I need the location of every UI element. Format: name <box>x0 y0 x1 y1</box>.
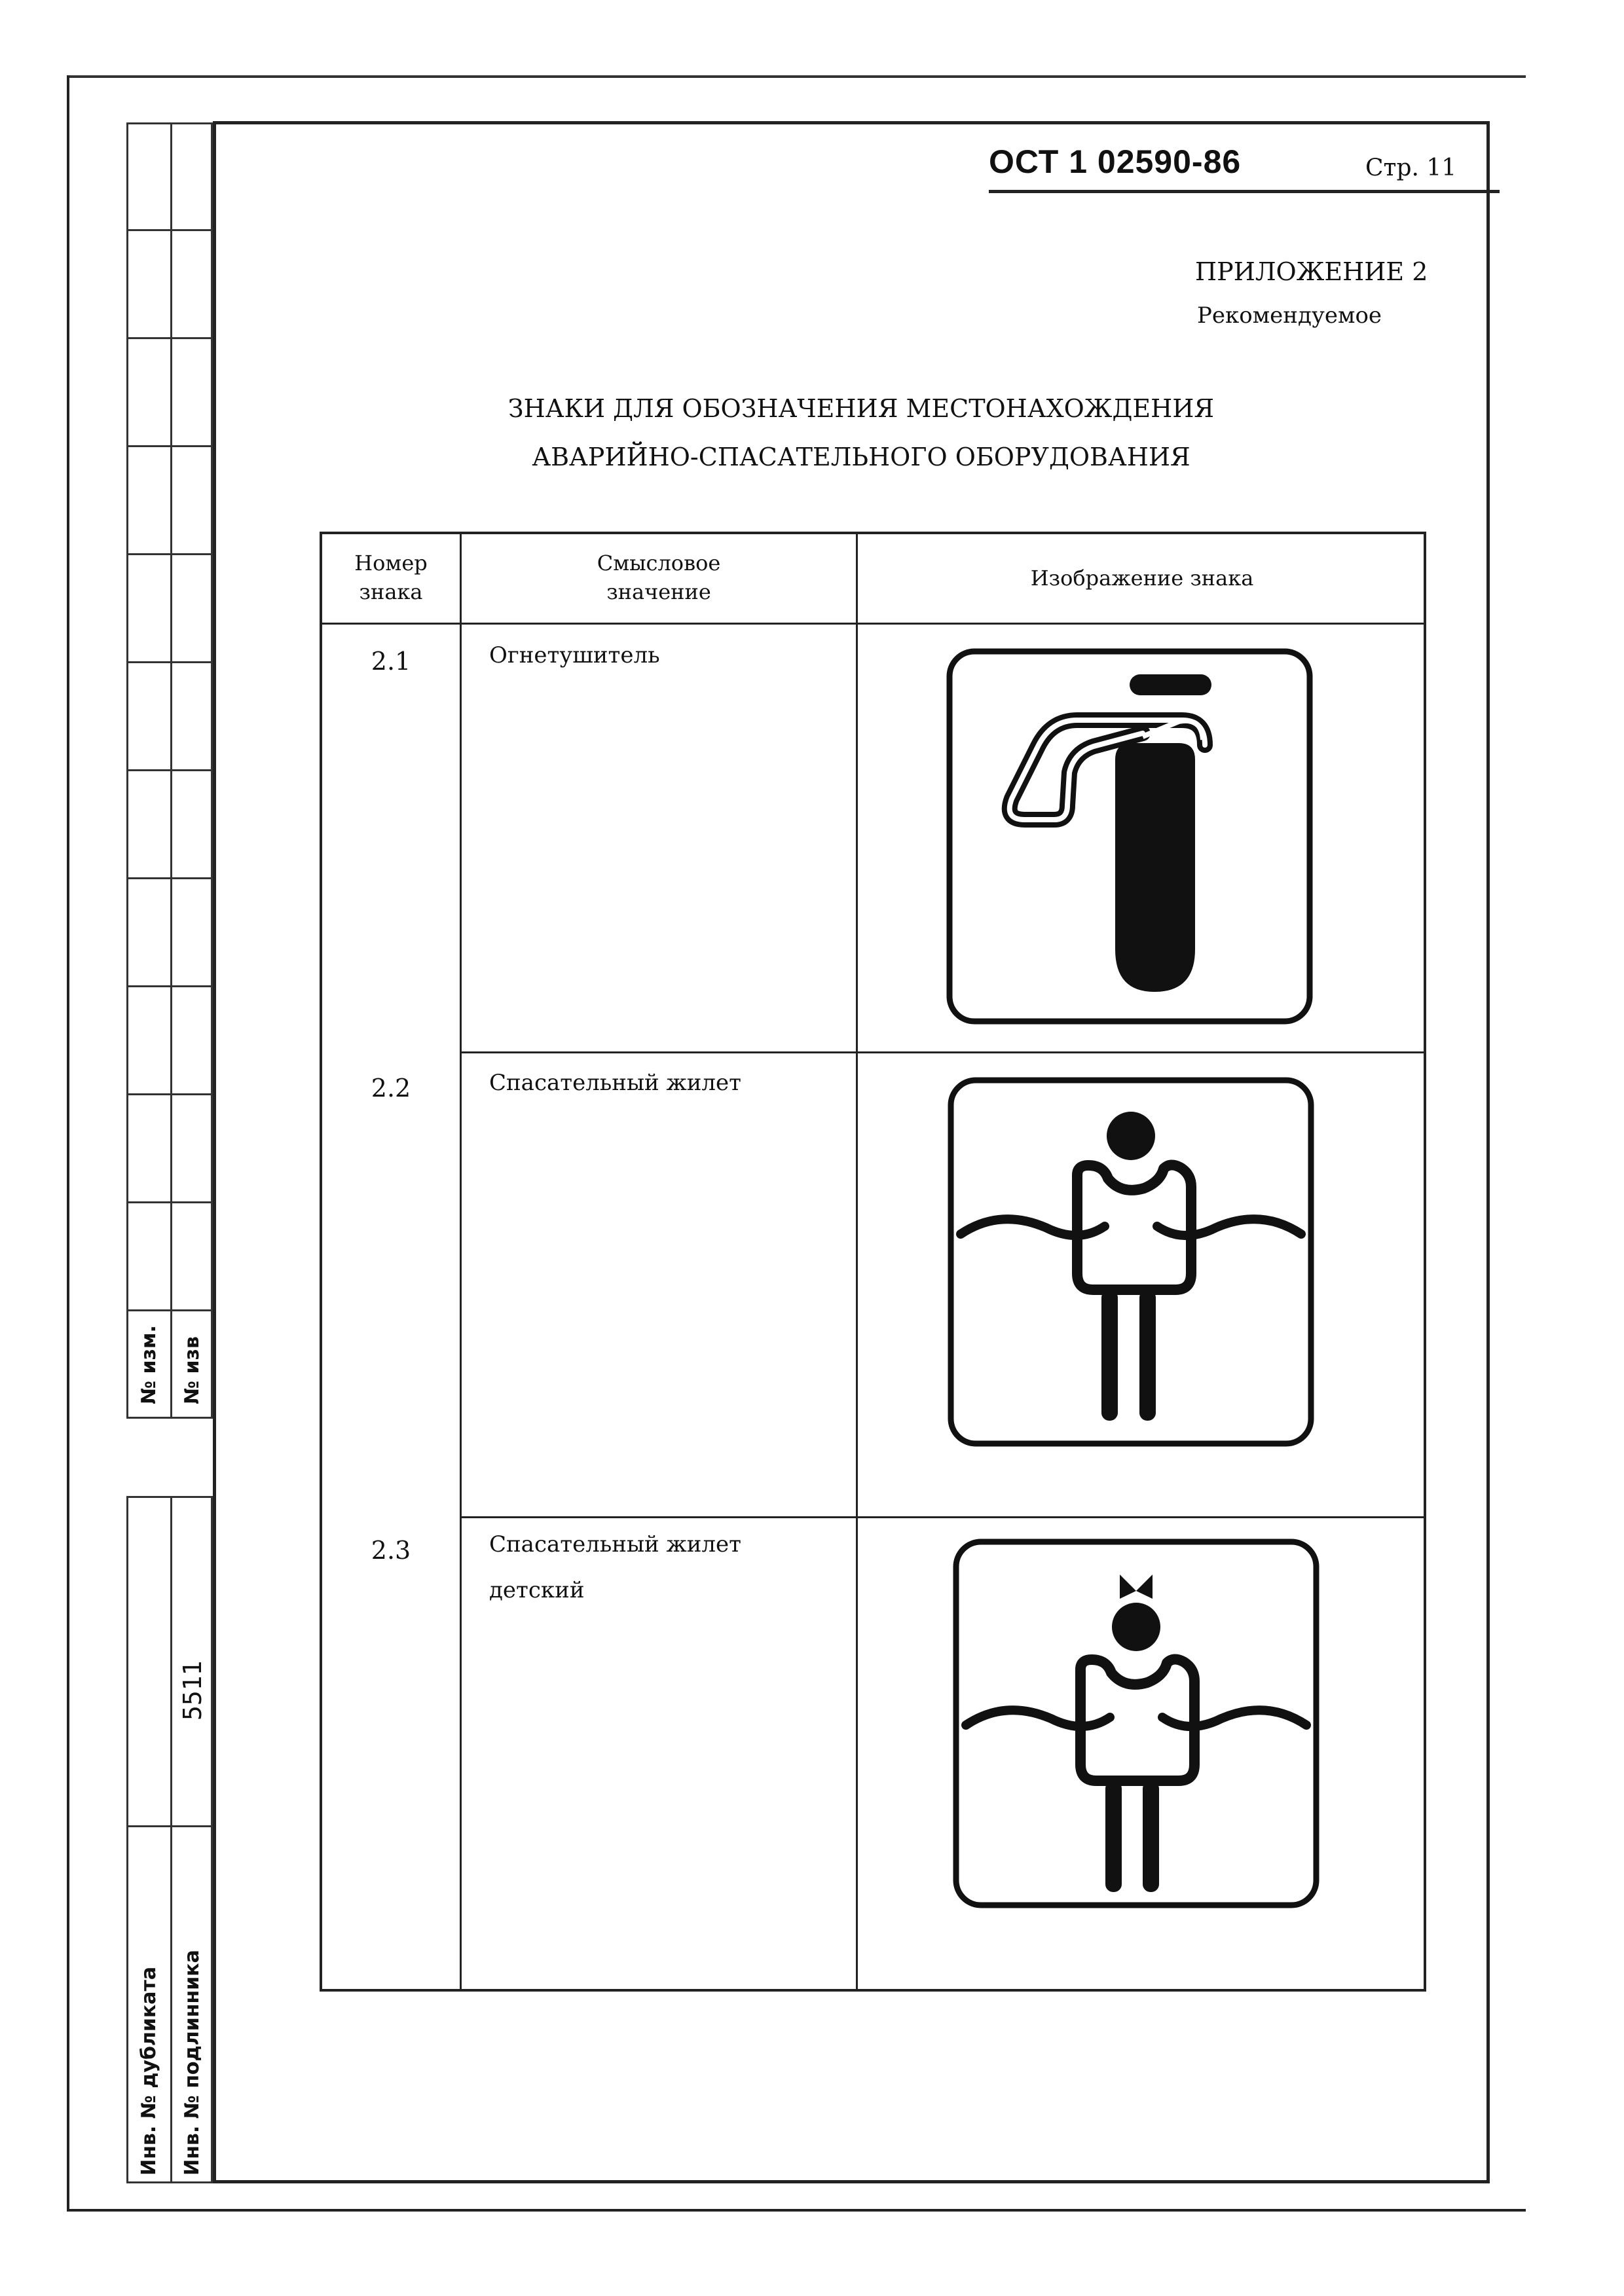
row-meaning: Огнетушитель <box>489 642 660 668</box>
row-number: 2.3 <box>371 1536 411 1565</box>
rev-no-label: № изм. <box>138 1325 160 1404</box>
dup-inv-label: Инв. № дубликата <box>138 1966 160 2176</box>
document-code: ОСТ 1 02590-86 <box>989 143 1242 180</box>
row-meaning: Спасательный жилет детский <box>489 1531 741 1603</box>
title-line-2: АВАРИЙНО-СПАСАТЕЛЬНОГО ОБОРУДОВАНИЯ <box>532 443 1190 471</box>
orig-inv-value: 5511 <box>178 1660 207 1721</box>
appendix-note: Рекомендуемое <box>1197 302 1382 329</box>
row-meaning: Спасательный жилет <box>489 1070 741 1096</box>
header-rule <box>989 190 1500 193</box>
title-line-1: ЗНАКИ ДЛЯ ОБОЗНАЧЕНИЯ МЕСТОНАХОЖДЕНИЯ <box>507 394 1215 423</box>
inventory-strip <box>126 1496 213 2183</box>
child-life-vest-icon <box>953 1539 1320 1908</box>
appendix-label: ПРИЛОЖЕНИЕ 2 <box>1195 257 1428 286</box>
revision-strip <box>126 122 213 1419</box>
row-number: 2.1 <box>371 647 411 676</box>
header-meaning: Смысловое значение <box>597 551 721 604</box>
fire-extinguisher-icon <box>946 648 1313 1025</box>
life-vest-icon <box>948 1077 1314 1447</box>
header-image: Изображение знака <box>1030 566 1254 591</box>
page-number: Стр. 11 <box>1365 155 1457 181</box>
notice-no-label: № изв <box>181 1336 204 1404</box>
orig-inv-label: Инв. № подлинника <box>181 1950 204 2176</box>
row-number: 2.2 <box>371 1074 411 1102</box>
header-number: Номер знака <box>354 551 428 604</box>
